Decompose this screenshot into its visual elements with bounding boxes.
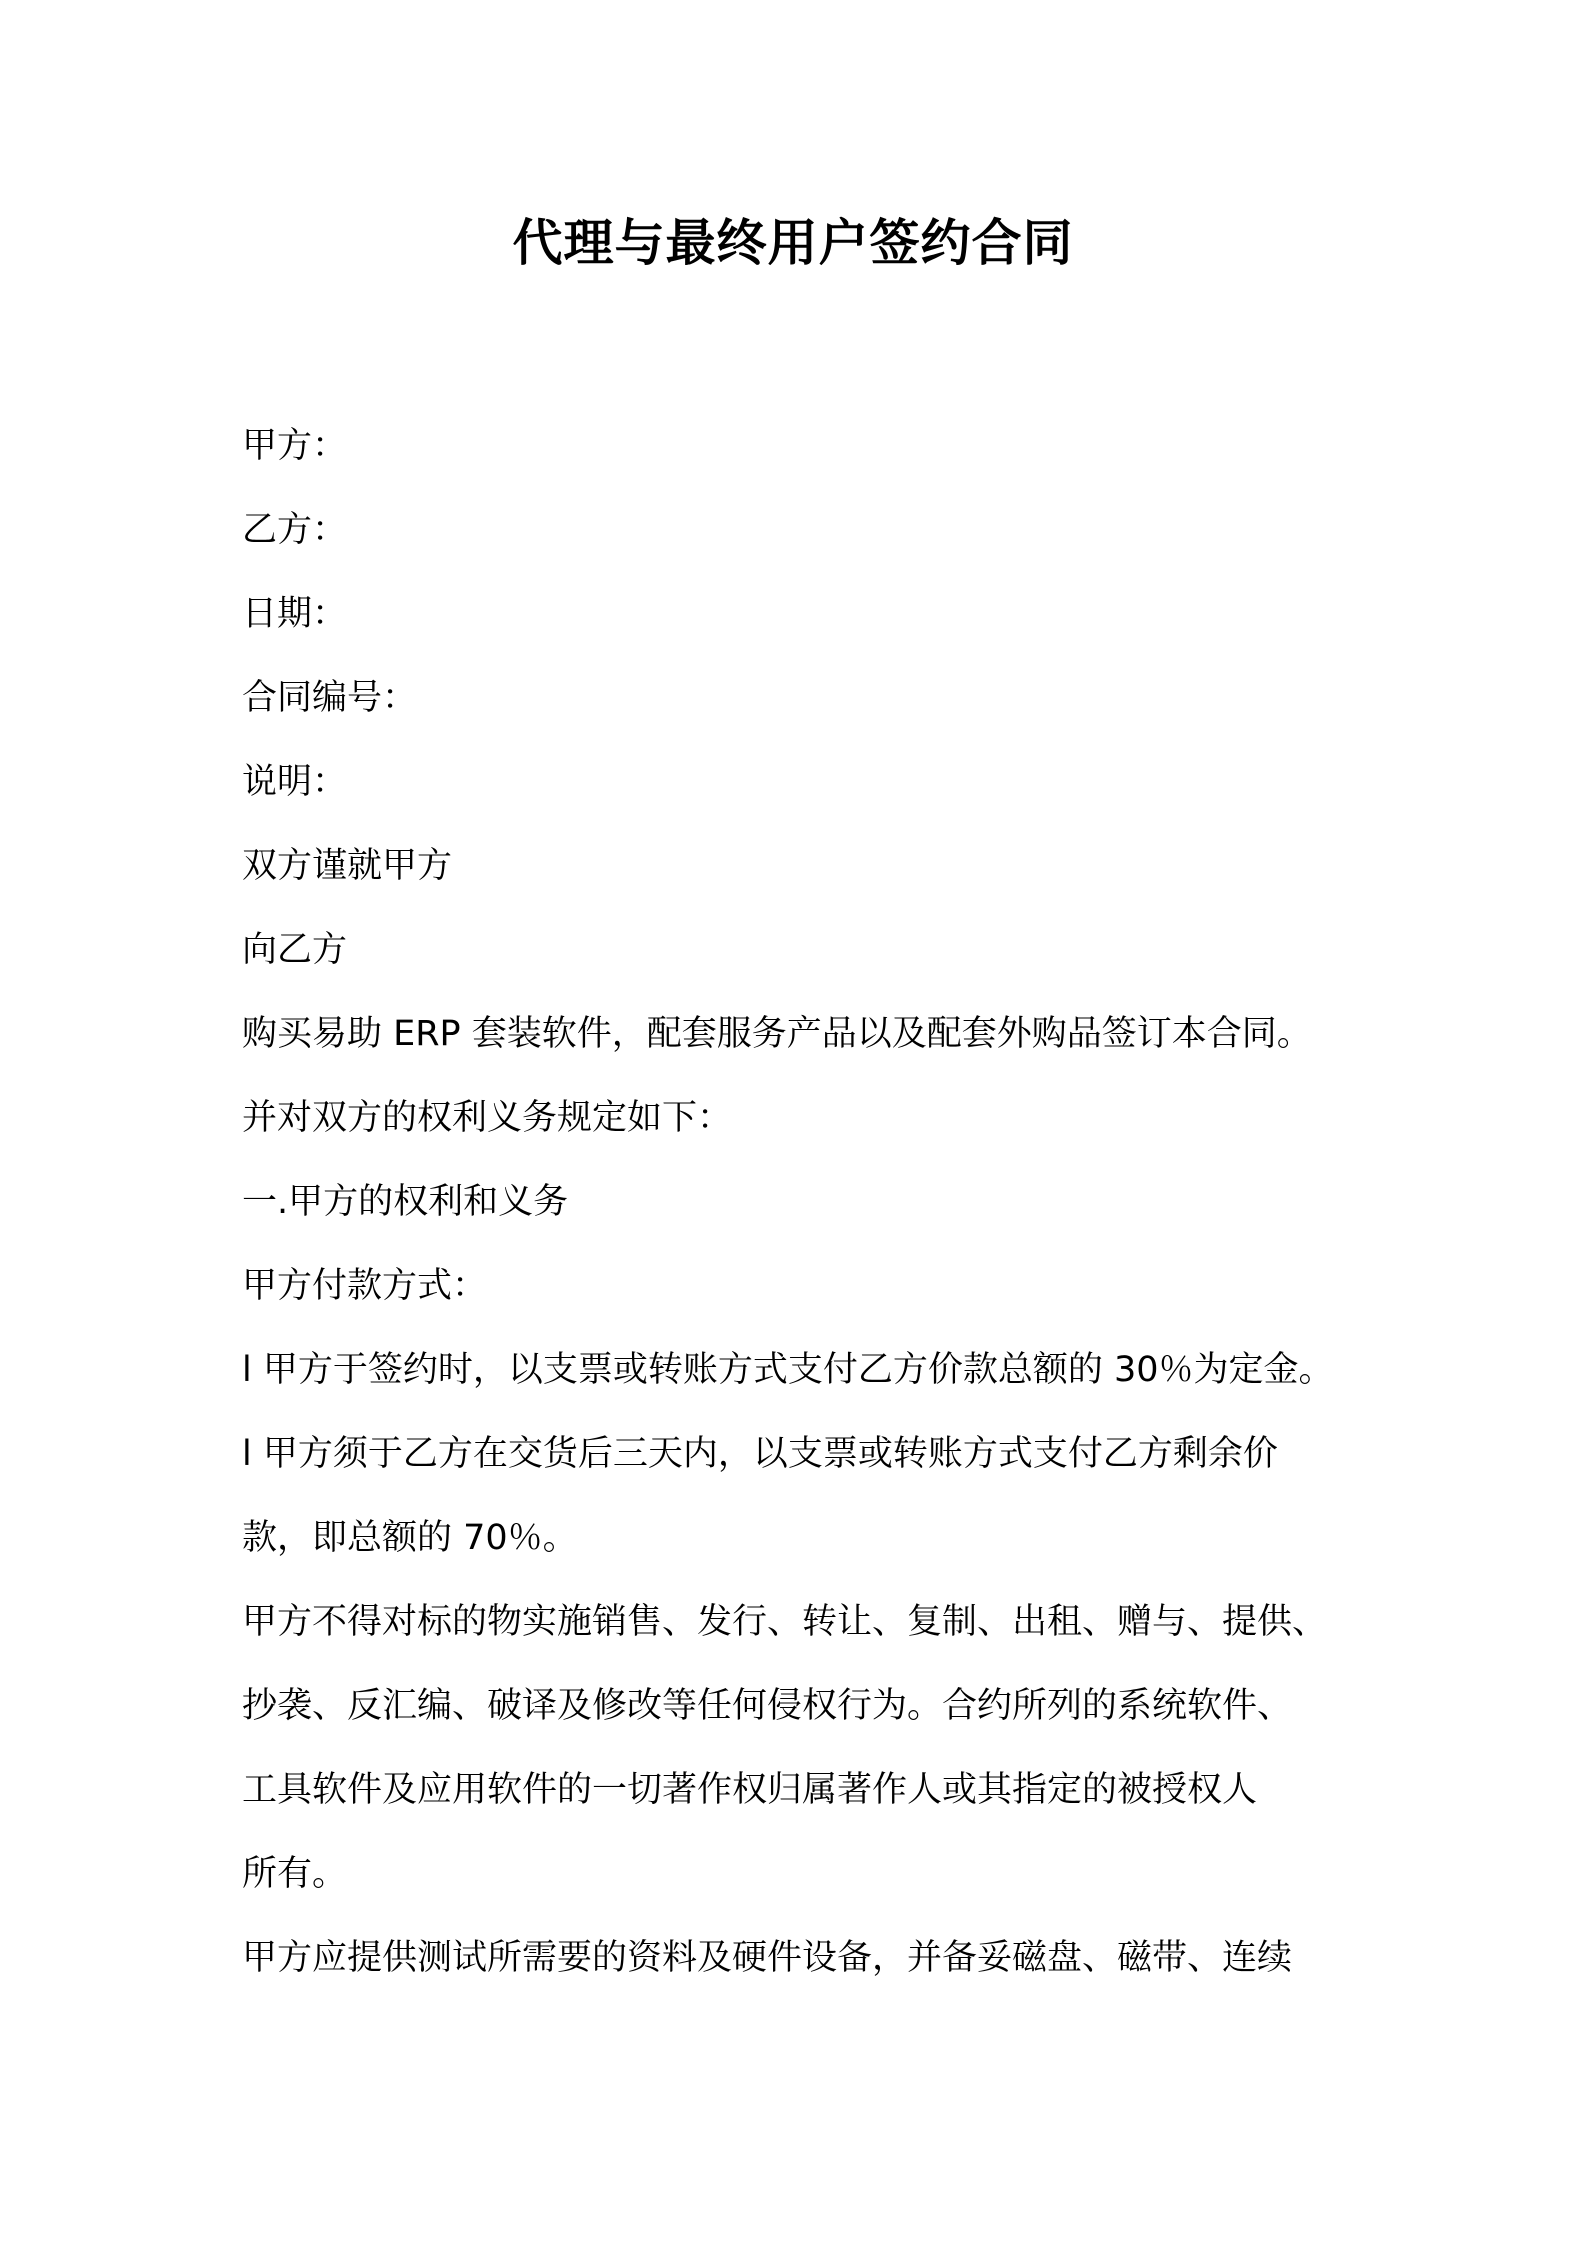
paragraph-line: 向乙方: [242, 930, 348, 970]
date-line: 日期：: [242, 594, 348, 634]
document-body: [242, 404, 1392, 2000]
party-b-line: 乙方：: [242, 510, 348, 550]
list-item: l 甲方于签约时，以支票或转账方式支付乙方价款总额的 30％为定金。: [242, 1350, 1334, 1390]
paragraph-line: 所有。: [242, 1854, 348, 1894]
list-item: l 甲方须于乙方在交货后三天内，以支票或转账方式支付乙方剩余价: [242, 1434, 1278, 1474]
paragraph-line: 并对双方的权利义务规定如下：: [242, 1098, 733, 1138]
section-heading: 一.甲方的权利和义务: [242, 1182, 569, 1222]
document-title: 代理与最终用户签约合同: [512, 214, 1074, 272]
contract-number-line: 合同编号：: [242, 678, 418, 718]
paragraph-line: 甲方不得对标的物实施销售、发行、转让、复制、出租、赠与、提供、: [242, 1602, 1328, 1642]
paragraph-line: 甲方付款方式：: [242, 1266, 488, 1306]
list-item-continuation: 款，即总额的 70％。: [242, 1518, 578, 1558]
party-a-line: 甲方：: [242, 426, 348, 466]
paragraph-line: 抄袭、反汇编、破译及修改等任何侵权行为。合约所列的系统软件、: [242, 1686, 1293, 1726]
paragraph-line: 甲方应提供测试所需要的资料及硬件设备，并备妥磁盘、磁带、连续: [242, 1938, 1293, 1978]
paragraph-line: 双方谨就甲方: [242, 846, 453, 886]
paragraph-line: 购买易助 ERP 套装软件，配套服务产品以及配套外购品签订本合同。: [242, 1014, 1312, 1054]
description-line: 说明：: [242, 762, 348, 802]
paragraph-line: 工具软件及应用软件的一切著作权归属著作人或其指定的被授权人: [242, 1770, 1258, 1810]
